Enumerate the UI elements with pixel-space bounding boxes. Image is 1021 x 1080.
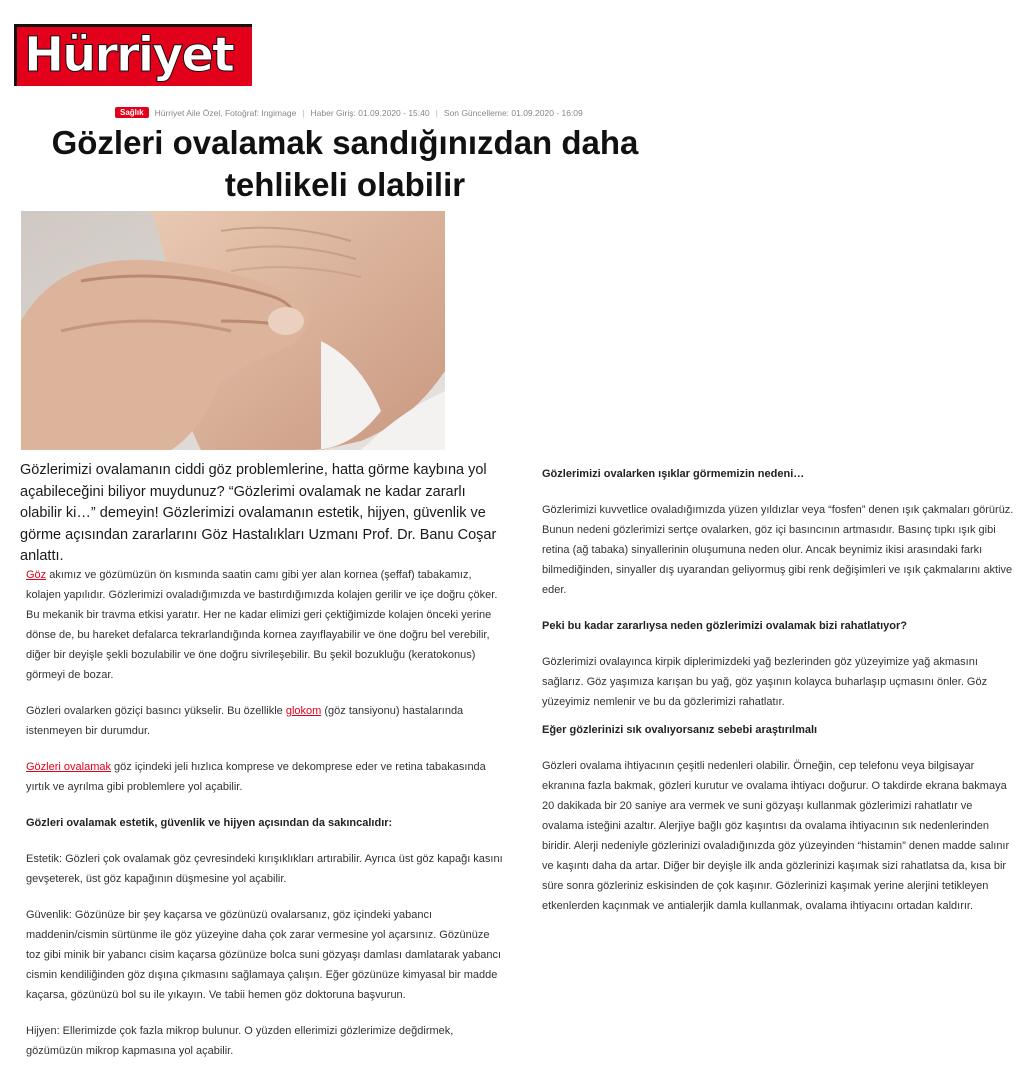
category-badge[interactable]: Sağlık	[115, 107, 149, 118]
body-paragraph: Hijyen: Ellerimizde çok fazla mikrop bulunur. O yüzden ellerimizi gözlerimize değdirmek, gözümüzün mikrop kapmasına yol açabilir.	[26, 1025, 454, 1057]
body-paragraph: Gözlerimizi ovalayınca kirpik diplerimizdeki yağ bezlerinden göz yüzeyimize yağ akmasını sağlarız. Göz yaşımıza karışan bu yağ, göz yaşının kolayca buharlaşıp uçmasını önler. Göz yüzeyimiz nemlenir ve bu da gözlerimizi rahatlatır.	[542, 656, 988, 708]
published-date: Haber Giriş: 01.09.2020 - 15:40	[310, 107, 430, 118]
logo-text: Hürriyet	[24, 27, 233, 83]
body-paragraph: Gözlerimizi kuvvetlice ovaladığımızda yüzen yıldızlar veya “fosfen” denen ışık çakmaları görürüz. Bunun nedeni gözlerimizi sertçe ovalarken, göz içi basıncının artmasıdır. Basınç tıpkı ışık gibi retina (ağ tabaka) sinyallerinin oluşumuna neden olur. Ancak beynimiz ikisi arasındaki farkı bilmediğinden, sinyaller dış uyarandan geliyormuş gibi renk değişimleri ve ışık çakmalarını aktive eder.	[542, 504, 1014, 596]
paragraph-text: göz içindeki jeli hızlıca komprese ve dekomprese eder ve retina tabakasında yırtık ve ayrılma gibi problemlere yol açabilir.	[26, 761, 486, 793]
paragraph-text: Gözleri ovalarken göziçi basıncı yükselir. Bu özellikle	[26, 705, 286, 717]
paragraph-text: (göz tansiyonu) hastalarında istenmeyen bir durumdur.	[26, 705, 464, 737]
article-title: Gözleri ovalamak sandığınızdan daha tehlikeli olabilir	[51, 124, 639, 203]
article-body-right	[542, 464, 1014, 932]
source-credit: Hürriyet Aile Özel, Fotoğraf: Ingimage	[154, 107, 297, 118]
article-body-left	[26, 565, 504, 1077]
meta-separator: |	[435, 107, 438, 118]
glokom-link[interactable]: glokom	[285, 705, 322, 717]
meta-separator: |	[302, 107, 305, 118]
body-paragraph	[26, 565, 504, 685]
hurriyet-logo[interactable]	[14, 24, 252, 86]
body-paragraph: Güvenlik: Gözünüze bir şey kaçarsa ve gözünüzü ovalarsanız, göz içindeki yabancı maddenin/cismin sürtünme ile göz yüzeyine daha çok zarar vermesine yol açarsınız. Gözünüze toz gibi minik bir yabancı cisim kaçarsa gözünüze bolca suni gözyaşı damlası damlatarak yabancı cismin kendiliğinden göz dışına çıkmasını sağlamaya çalışın. Eğer gözünüze kimyasal bir madde kaçarsa, gözünüzü bol su ile yıkayın. Ve tabii hemen göz doktoruna başvurun.	[26, 909, 502, 1001]
article-meta	[115, 107, 583, 118]
body-paragraph	[26, 701, 504, 741]
updated-date: Son Güncelleme: 01.09.2020 - 16:09	[443, 107, 583, 118]
body-paragraph: Estetik: Gözleri çok ovalamak göz çevresindeki kırışıklıkları artırabilir. Ayrıca üst göz kapağı kasını gevşeterek, üst göz kapağının düşmesine yol açabilir.	[26, 853, 503, 885]
goz-link[interactable]: Göz	[26, 569, 47, 581]
section-heading: Gözlerimizi ovalarken ışıklar görmemizin nedeni…	[542, 468, 805, 480]
gozleri-ovalamak-link[interactable]: Gözleri ovalamak	[26, 761, 111, 773]
man-rubbing-eye-photo	[21, 211, 445, 450]
section-heading: Gözleri ovalamak estetik, güvenlik ve hijyen açısından da sakıncalıdır:	[26, 817, 393, 829]
section-heading: Eğer gözlerinizi sık ovalıyorsanız sebebi araştırılmalı	[542, 724, 818, 736]
body-paragraph: Gözleri ovalama ihtiyacının çeşitli nedenleri olabilir. Örneğin, cep telefonu veya bilgisayar ekranına fazla bakmak, gözleri kurutur ve ovalama ihtiyacı doğurur. O takdirde ekrana bakmaya 20 dakikada bir 20 saniye ara vermek ve suni gözyaşı kullanmak gözlerimizi rahatlatır ve ovalama isteğini azaltır. Alerjiye bağlı göz kaşıntısı da ovalama ihtiyacının sık nedenlerinden biridir. Alerji nedeniyle gözlerinizi ovaladığınızda göz yüzeyinden “histamin” denen madde salınır ve kaşıntı daha da artar. Diğer bir deyişle ilk anda gözlerinizi kaşımak sizi rahatlatsa da, kısa bir süre sonra gözleriniz eskisinden de çok kaşınır. Gözlerinizi kaşımak yerine alerjini tetikleyen etkenlerden kaçınmak ve antialerjik damla kullanmak, ovalama ihtiyacını ortadan kaldırır.	[542, 760, 1010, 912]
article-lead: Gözlerimizi ovalamanın ciddi göz problemlerine, hatta görme kaybına yol açabileceğini biliyor muydunuz? “Gözlerimi ovalamak ne kadar zararlı olabilir ki…” demeyin! Gözlerimizi ovalamanın estetik, hijyen, güvenlik ve görme açısından zararlarını Göz Hastalıkları Uzmanı Prof. Dr. Banu Coşar anlattı.	[20, 462, 497, 564]
section-heading: Peki bu kadar zararlıysa neden gözlerimizi ovalamak bizi rahatlatıyor?	[542, 620, 907, 632]
paragraph-text: akımız ve gözümüzün ön kısmında saatin camı gibi yer alan kornea (şeffaf) tabakamız, kolajen yapılıdır. Gözlerimizi ovaladığımızda ve bastırdığımızda kolajen gerilir ve içe doğru çöker. Bu mekanik bir travma etkisi yaratır. Her ne kadar elimizi geri çektiğimizde kolajen önceki yerine dönse de, bu hareket defalarca tekrarlandığında kornea zayıflayabilir ve öne doğru bel verebilir, diğer bir deyişle şekli bozulabilir ve öne doğru sivrileşebilir. Bu şekil bozukluğu (keratokonus) görmeyi de bozar.	[26, 569, 498, 681]
body-paragraph	[26, 757, 504, 797]
